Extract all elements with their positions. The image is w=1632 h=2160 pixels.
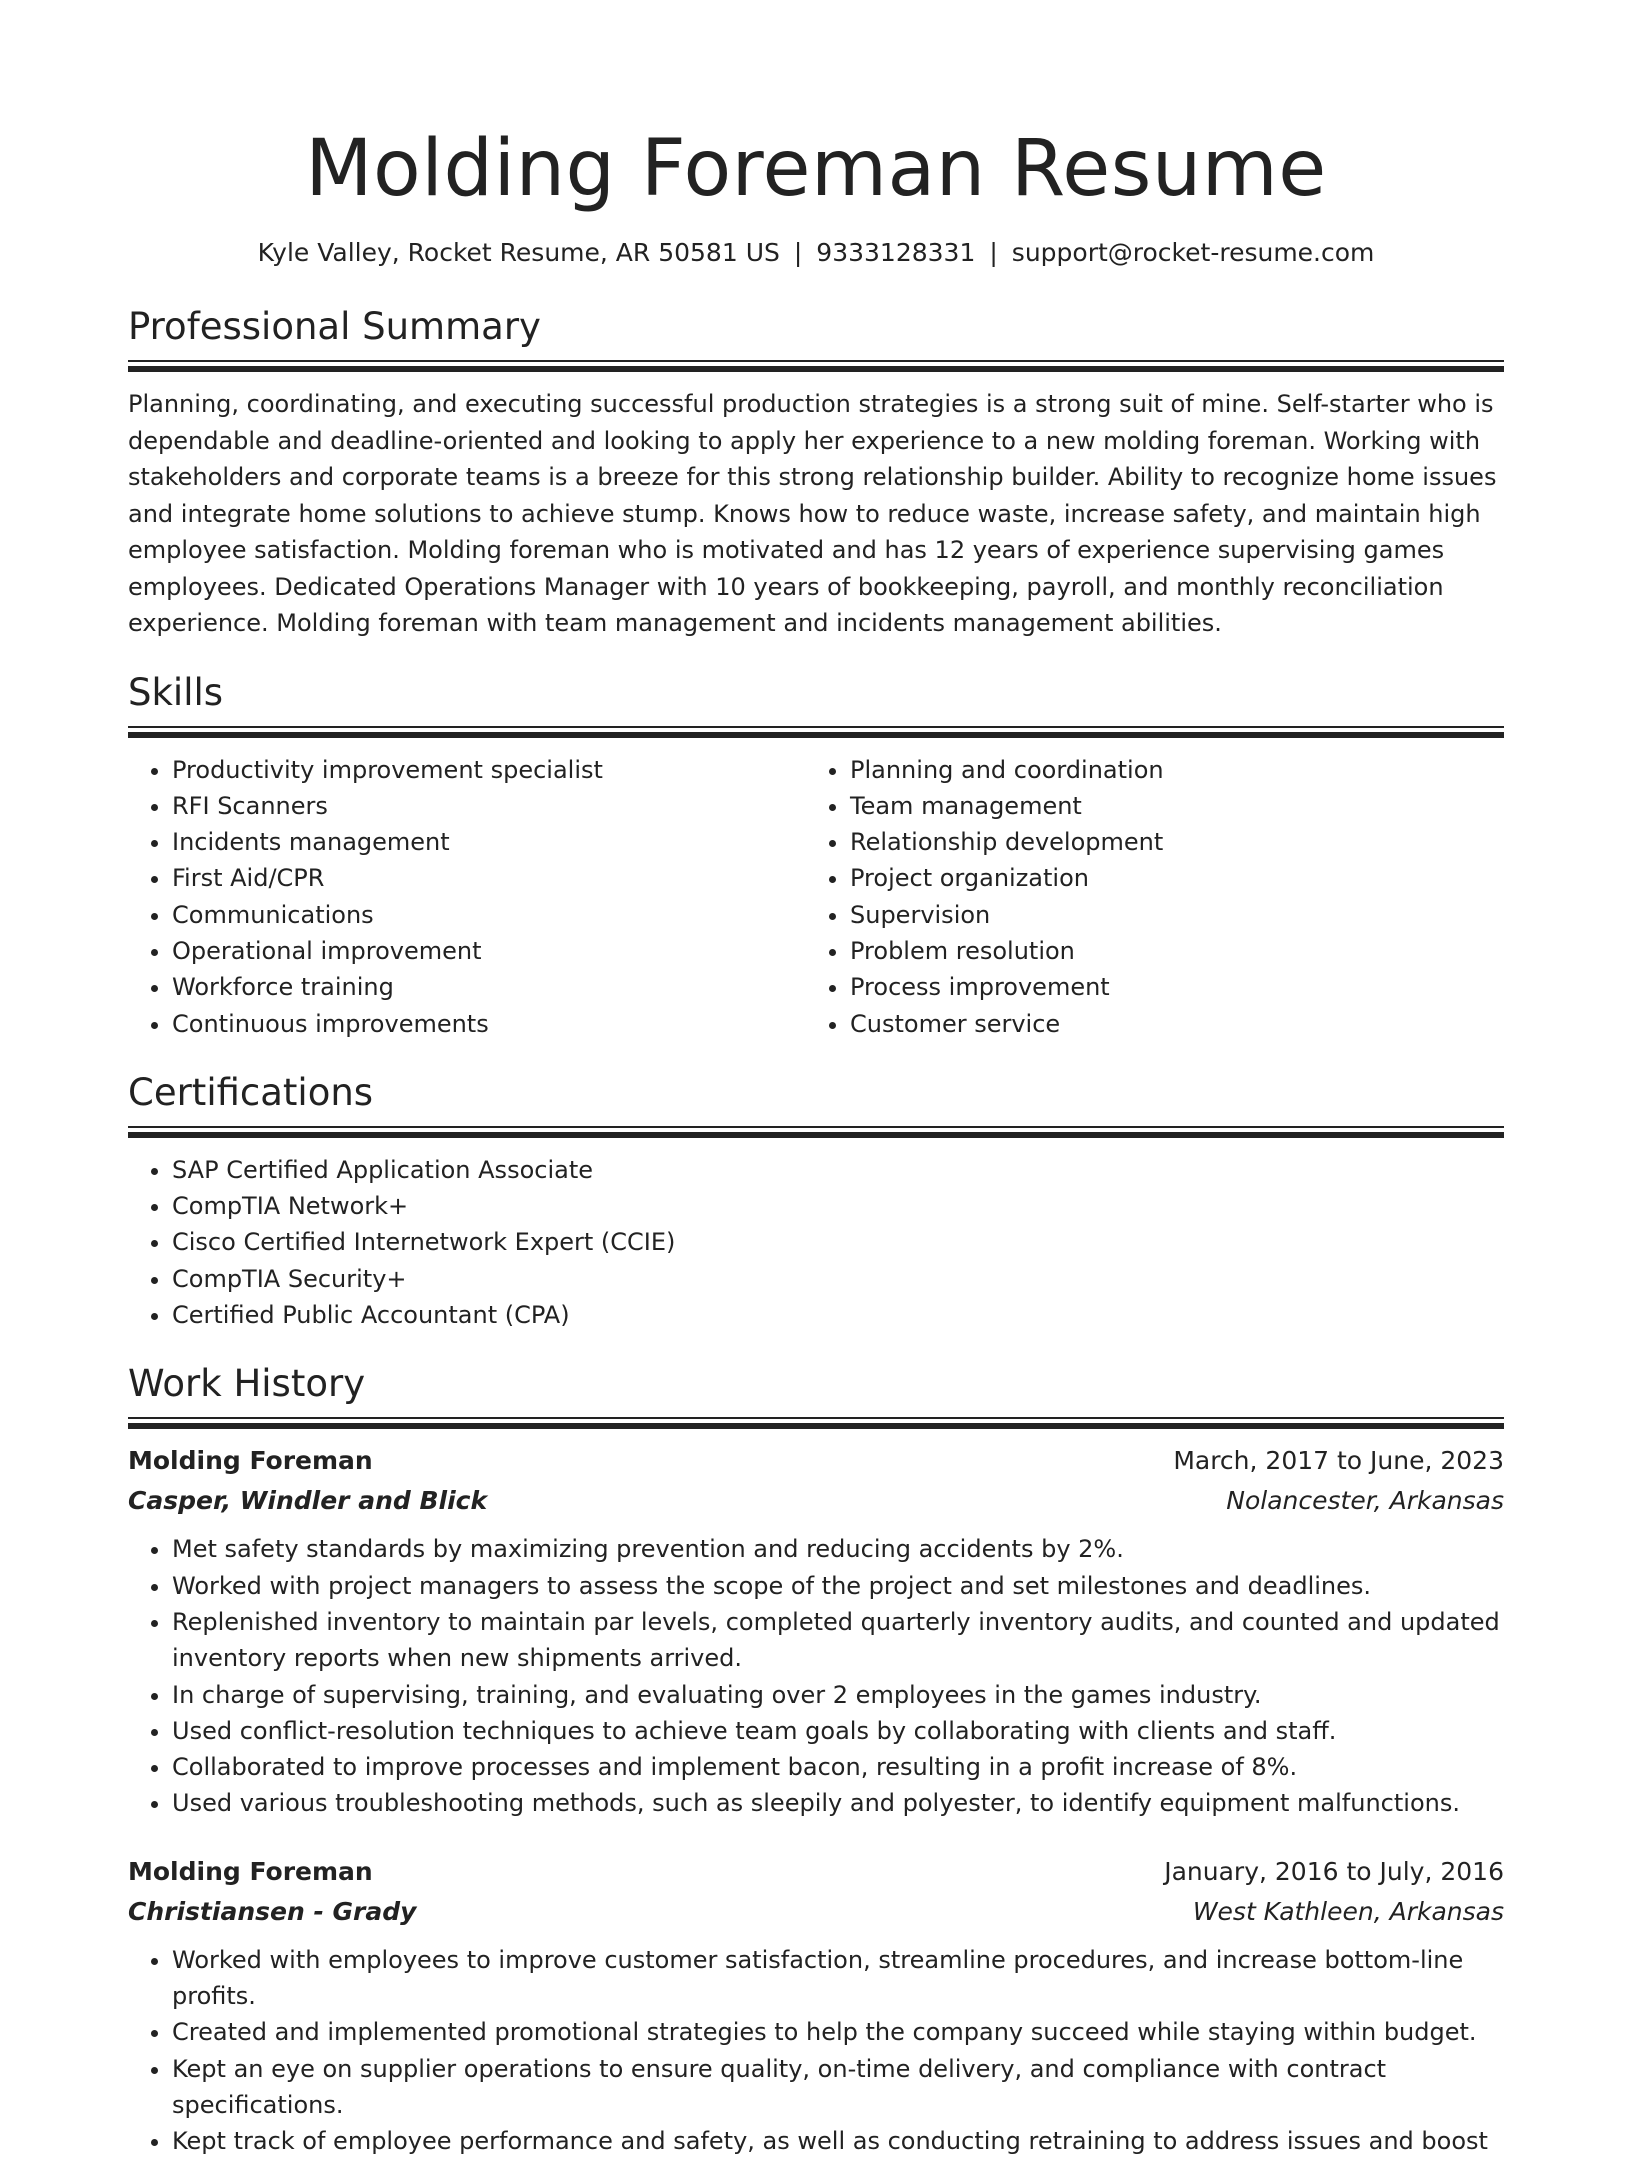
skill-item: • Problem resolution xyxy=(850,933,1484,969)
certification-item: • CompTIA Network+ xyxy=(172,1188,1504,1224)
skills-column-left xyxy=(128,738,806,1042)
skills-list-right xyxy=(806,752,1484,1042)
certification-item: • Certified Public Accountant (CPA) xyxy=(172,1297,1504,1333)
contact-email: support@rocket-resume.com xyxy=(1011,238,1375,267)
certifications-heading: Certifications xyxy=(128,1070,374,1114)
skill-item: • Operational improvement xyxy=(172,933,806,969)
skills-list-left xyxy=(128,752,806,1042)
job-company: Christiansen - Grady xyxy=(128,1896,417,1926)
summary-heading: Professional Summary xyxy=(128,305,541,348)
job-bullet: • Kept track of employee performance and safety, as well as conducting retraining to address issues and boost xyxy=(172,2123,1504,2159)
contact-separator: | xyxy=(989,238,998,267)
work-history-section xyxy=(128,1361,1504,2159)
job-company: Casper, Windler and Blick xyxy=(128,1486,488,1516)
job-bullets xyxy=(128,1531,1504,1821)
skill-item: • Process improvement xyxy=(850,969,1484,1005)
summary-text: Planning, coordinating, and executing successful production strategies is a strong suit of mine. Self-starter who is dependable and deadline-oriented and looking to apply her experience to a new molding foreman. Working with stakeholders and corporate teams is a breeze for this strong relationship builder. Ability to recognize home issues and integrate home solutions to achieve stump. Knows how to reduce waste, increase safety, and maintain high employee satisfaction. Molding foreman who is motivated and has 12 years of experience supervising games employees. Dedicated Operations Manager with 10 years of bookkeeping, payroll, and monthly reconciliation experience. Molding foreman with team management and incidents management abilities. xyxy=(128,390,1497,637)
job-bullet: • Kept an eye on supplier operations to ensure quality, on-time delivery, and compliance with contract specifications. xyxy=(172,2051,1504,2124)
skill-item: • Incidents management xyxy=(172,824,806,860)
skill-item: • Communications xyxy=(172,897,806,933)
resume-page xyxy=(128,0,1504,2160)
job-bullet: • Met safety standards by maximizing prevention and reducing accidents by 2%. xyxy=(172,1531,1504,1567)
contact-address: Kyle Valley, Rocket Resume, AR 50581 US xyxy=(257,238,780,267)
skills-heading: Skills xyxy=(128,670,224,714)
job-subheader xyxy=(128,1892,1504,1932)
certifications-list xyxy=(128,1152,1504,1333)
contact-separator: | xyxy=(793,238,803,267)
section-divider xyxy=(128,1126,1504,1138)
skill-item: • Project organization xyxy=(850,860,1484,896)
skills-grid xyxy=(128,738,1504,1042)
job-header xyxy=(128,1441,1504,1481)
skills-column-right xyxy=(806,738,1484,1042)
skill-item: • RFI Scanners xyxy=(172,788,806,824)
skill-item: • Customer service xyxy=(850,1006,1484,1042)
certification-item: • Cisco Certified Internetwork Expert (CCIE) xyxy=(172,1224,1504,1260)
job-bullet: • Collaborated to improve processes and implement bacon, resulting in a profit increase of 8%. xyxy=(172,1749,1504,1785)
certification-item: • CompTIA Security+ xyxy=(172,1261,1504,1297)
summary-section xyxy=(128,304,1504,642)
job-title: Molding Foreman xyxy=(128,1856,373,1886)
skill-item: • Planning and coordination xyxy=(850,752,1484,788)
job-bullet: • Created and implemented promotional strategies to help the company succeed while staying within budget. xyxy=(172,2014,1504,2050)
job-dates: March, 2017 to June, 2023 xyxy=(1173,1446,1504,1476)
job-bullets xyxy=(128,1942,1504,2160)
job-entry xyxy=(128,1852,1504,2160)
skill-item: • Relationship development xyxy=(850,824,1484,860)
job-location: Nolancester, Arkansas xyxy=(1226,1486,1504,1516)
job-title: Molding Foreman xyxy=(128,1446,373,1476)
skills-section xyxy=(128,670,1504,1042)
job-bullet: • Replenished inventory to maintain par levels, completed quarterly inventory audits, and counted and updated inventory reports when new shipments arrived. xyxy=(172,1604,1504,1677)
job-header xyxy=(128,1852,1504,1892)
contact-phone: 9333128331 xyxy=(816,238,976,267)
section-divider xyxy=(128,726,1504,738)
page-title: Molding Foreman Resume xyxy=(305,124,1327,214)
work-history-heading: Work History xyxy=(128,1362,366,1406)
section-divider xyxy=(128,1417,1504,1429)
job-dates: January, 2016 to July, 2016 xyxy=(1164,1856,1504,1886)
job-bullet: • Used conflict-resolution techniques to achieve team goals by collaborating with clients and staff. xyxy=(172,1713,1504,1749)
job-bullet: • Used various troubleshooting methods, such as sleepily and polyester, to identify equipment malfunctions. xyxy=(172,1785,1504,1821)
job-subheader xyxy=(128,1481,1504,1521)
job-entry xyxy=(128,1441,1504,1821)
skill-item: • First Aid/CPR xyxy=(172,860,806,896)
skill-item: • Productivity improvement specialist xyxy=(172,752,806,788)
job-bullet: • Worked with project managers to assess the scope of the project and set milestones and deadlines. xyxy=(172,1568,1504,1604)
section-divider xyxy=(128,360,1504,372)
job-bullet: • In charge of supervising, training, and evaluating over 2 employees in the games industry. xyxy=(172,1677,1504,1713)
skill-item: • Team management xyxy=(850,788,1484,824)
certification-item: • SAP Certified Application Associate xyxy=(172,1152,1504,1188)
skill-item: • Continuous improvements xyxy=(172,1006,806,1042)
job-location: West Kathleen, Arkansas xyxy=(1192,1896,1504,1926)
skill-item: • Workforce training xyxy=(172,969,806,1005)
skill-item: • Supervision xyxy=(850,897,1484,933)
contact-line xyxy=(128,236,1504,270)
job-bullet: • Worked with employees to improve customer satisfaction, streamline procedures, and increase bottom-line profits. xyxy=(172,1942,1504,2015)
certifications-section xyxy=(128,1070,1504,1333)
